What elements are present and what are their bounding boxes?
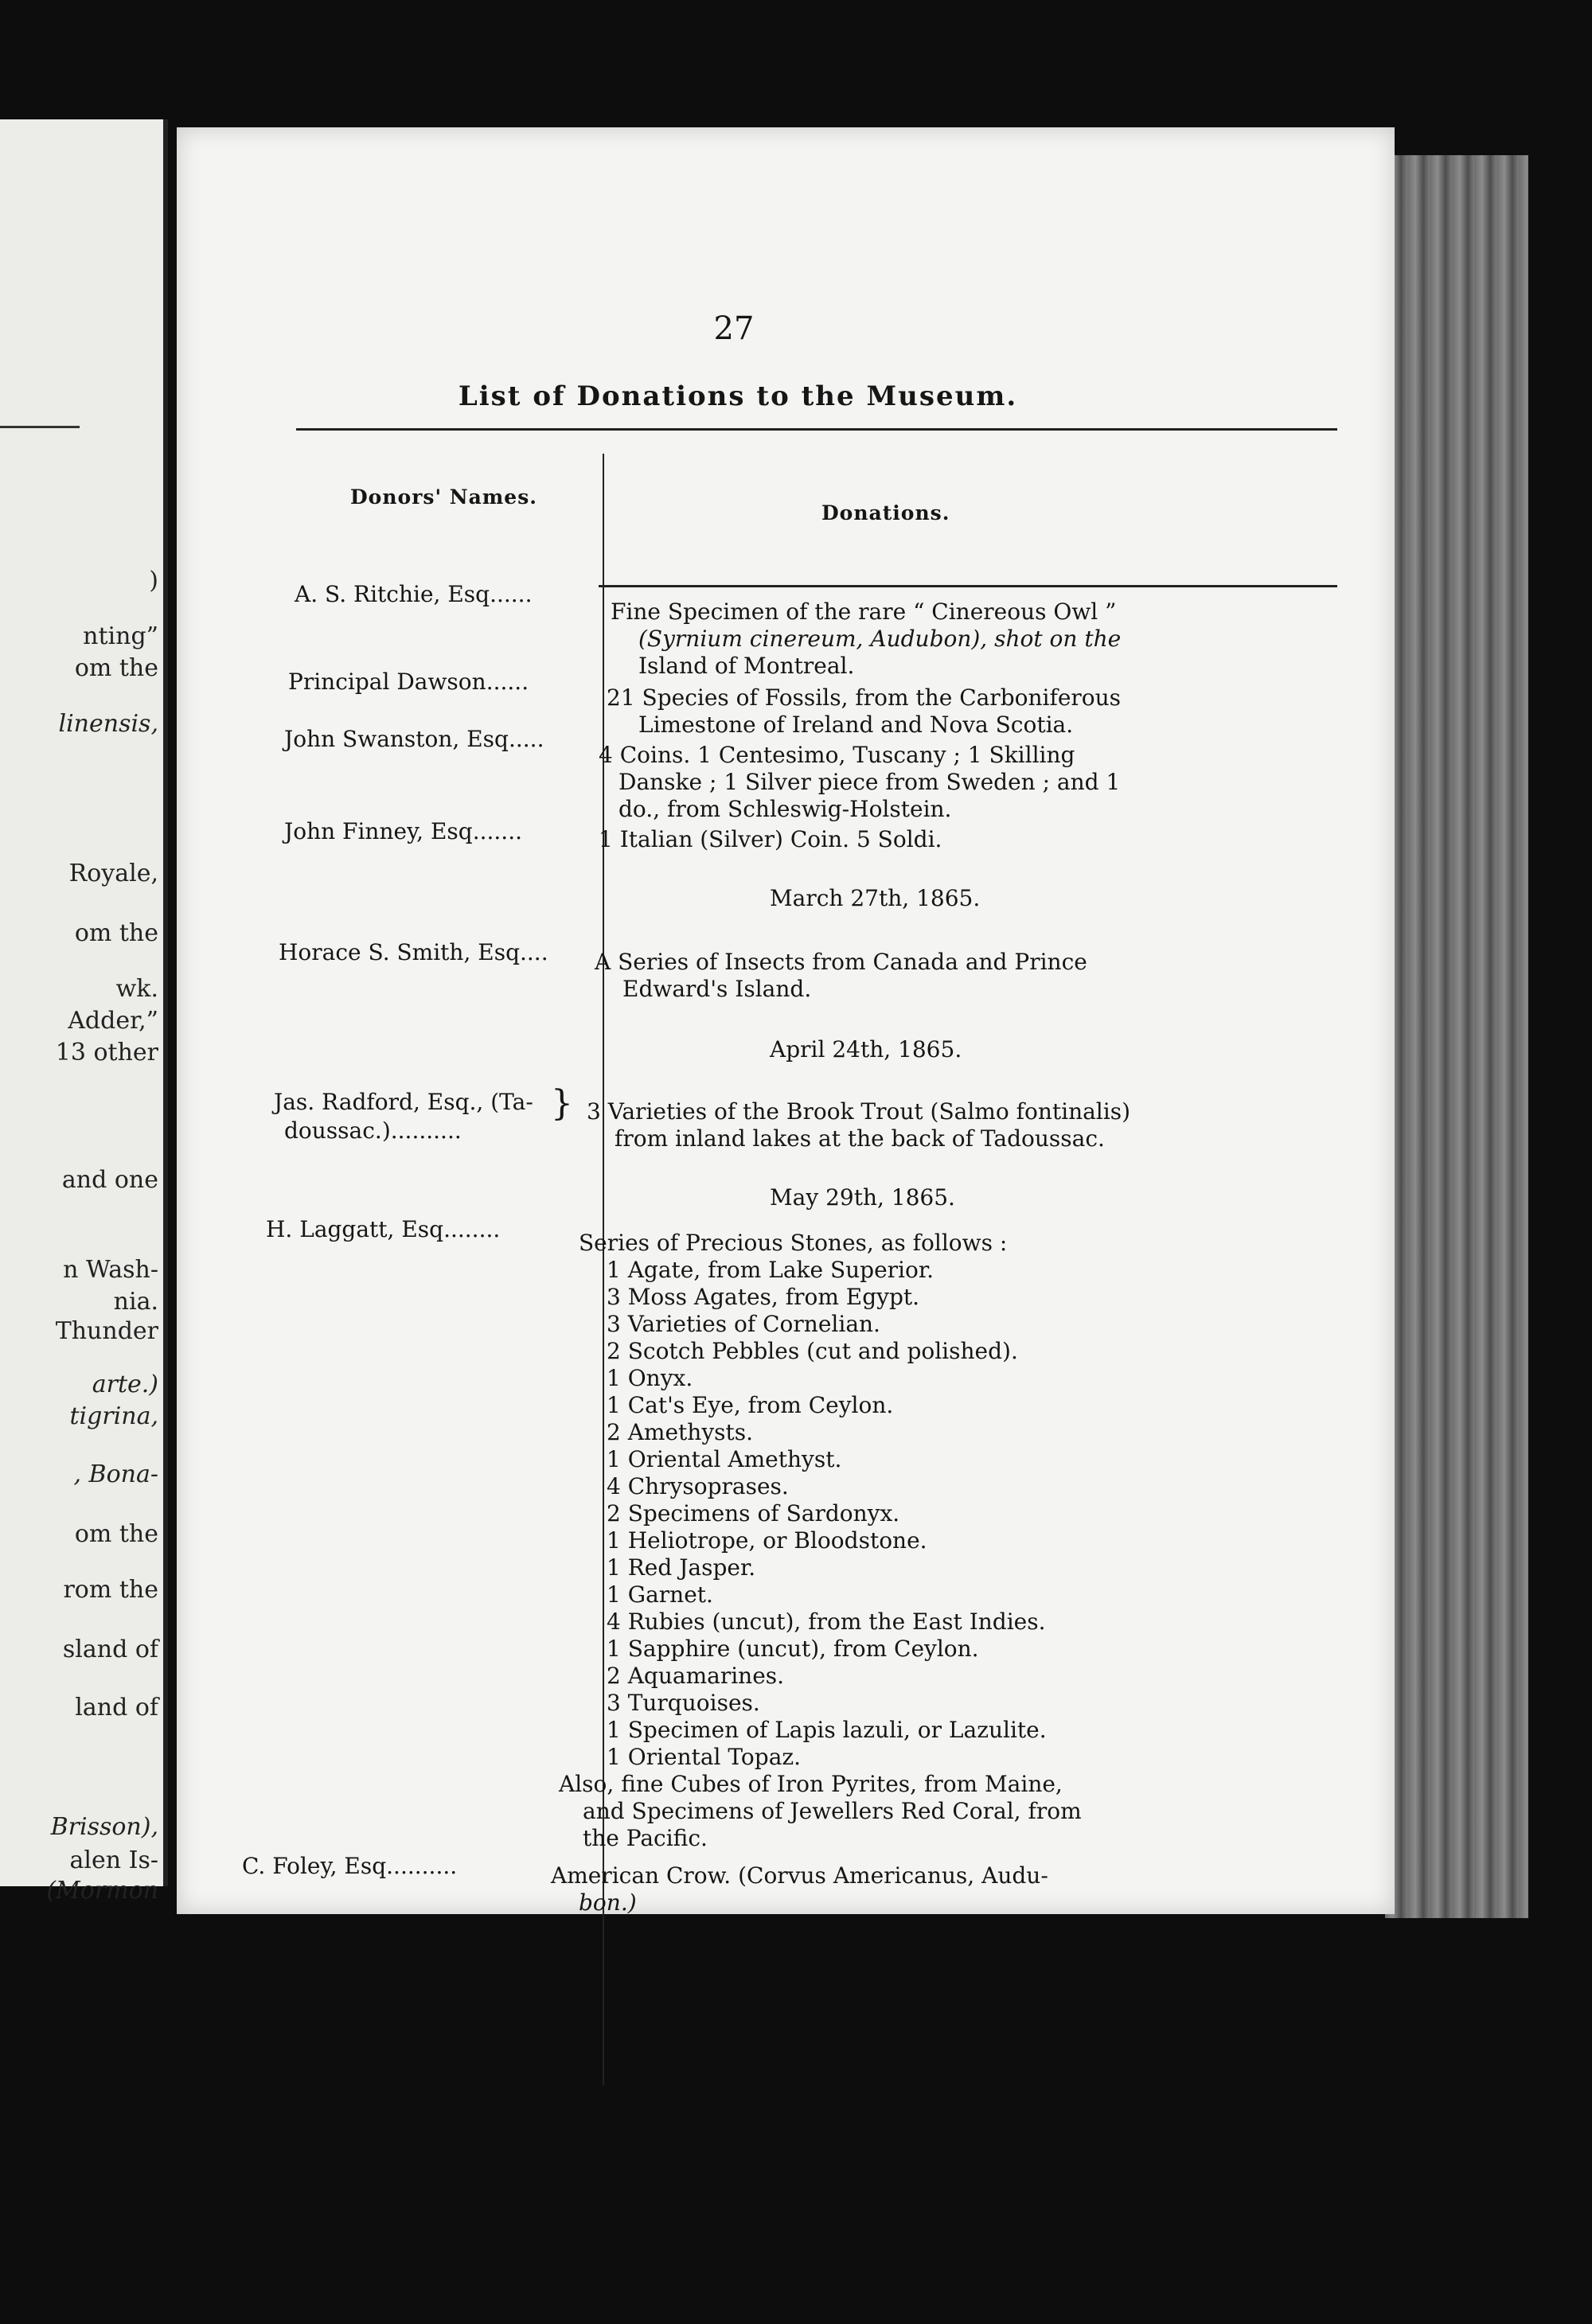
left-fragment: Royale, (68, 860, 158, 887)
donation-line: 1 Red Jasper. (607, 1554, 756, 1581)
left-fragment: Brisson), (50, 1813, 158, 1841)
donation-line: Edward's Island. (622, 976, 812, 1002)
left-fragment: alen Is- (69, 1846, 158, 1874)
left-fragment: om the (74, 654, 158, 682)
donor-name: Horace S. Smith, Esq.... (279, 939, 548, 965)
donation-line: (Syrnium cinereum, Audubon), shot on the (638, 626, 1122, 652)
donation-line: 1 Oriental Amethyst. (607, 1446, 842, 1472)
page-title: List of Donations to the Museum. (458, 380, 1018, 412)
left-fragment: sland of (62, 1636, 158, 1663)
page-edges (1385, 155, 1528, 1918)
left-fragment: ) (149, 567, 158, 595)
donation-line: 2 Scotch Pebbles (cut and polished). (607, 1338, 1018, 1364)
donor-name: C. Foley, Esq.......... (242, 1853, 458, 1879)
donation-line: American Crow. (Corvus Americanus, Audu- (551, 1862, 1048, 1889)
document-page (177, 127, 1395, 1914)
column-header-donors: Donors' Names. (350, 485, 537, 509)
left-fragment: linensis, (58, 710, 158, 738)
donation-line: 1 Cat's Eye, from Ceylon. (607, 1392, 894, 1418)
donation-line: 2 Specimens of Sardonyx. (607, 1500, 900, 1527)
donation-line: 4 Rubies (uncut), from the East Indies. (607, 1608, 1046, 1635)
donation-line: 3 Varieties of the Brook Trout (Salmo fontinalis) (587, 1098, 1130, 1125)
donation-line: Danske ; 1 Silver piece from Sweden ; and 1 (618, 769, 1121, 795)
left-fragment: om the (74, 1520, 158, 1548)
donation-line: 1 Italian (Silver) Coin. 5 Soldi. (599, 826, 942, 852)
left-fragment: tigrina, (69, 1402, 158, 1430)
section-date: March 27th, 1865. (770, 885, 981, 911)
left-fragment: nia. (113, 1288, 158, 1316)
left-fragment: nting” (83, 622, 158, 650)
donation-line: 21 Species of Fossils, from the Carboniferous (607, 684, 1122, 711)
donor-name: H. Laggatt, Esq........ (266, 1216, 501, 1242)
donation-line: the Pacific. (583, 1825, 708, 1851)
donation-line: 3 Moss Agates, from Egypt. (607, 1284, 920, 1310)
brace-mark: } (551, 1083, 573, 1124)
donor-name: doussac.).......... (284, 1117, 462, 1144)
column-header-donations: Donations. (821, 501, 950, 524)
left-fragment: Thunder (55, 1317, 158, 1345)
header-bottom-rule (599, 585, 1337, 587)
donation-line: 3 Turquoises. (607, 1690, 760, 1716)
donation-line: from inland lakes at the back of Tadoussac. (615, 1125, 1105, 1152)
donation-line: 4 Coins. 1 Centesimo, Tuscany ; 1 Skilling (599, 742, 1075, 768)
donation-line: 1 Specimen of Lapis lazuli, or Lazulite. (607, 1717, 1047, 1743)
donation-line: do., from Schleswig-Holstein. (618, 796, 952, 822)
left-fragment: Adder,” (68, 1007, 158, 1035)
donation-line: A Series of Insects from Canada and Prince (595, 949, 1087, 975)
left-fragment: and one (61, 1166, 158, 1194)
donation-line: 1 Oriental Topaz. (607, 1744, 802, 1770)
donation-line: bon.) (579, 1889, 637, 1916)
donation-line: 2 Aquamarines. (607, 1663, 785, 1689)
donation-line: Fine Specimen of the rare “ Cinereous Owl ” (611, 599, 1117, 625)
donation-line: Island of Montreal. (638, 653, 855, 679)
left-fragment: (Mormon (46, 1877, 158, 1905)
donation-line: Series of Precious Stones, as follows : (579, 1230, 1008, 1256)
donation-line: 4 Chrysoprases. (607, 1473, 789, 1499)
left-fragment: rom the (63, 1576, 158, 1604)
donation-line: and Specimens of Jewellers Red Coral, from (583, 1798, 1082, 1824)
donation-line: 3 Varieties of Cornelian. (607, 1311, 880, 1337)
left-fragment: wk. (115, 975, 158, 1003)
page-number: 27 (713, 310, 755, 347)
header-top-rule (296, 428, 1337, 431)
left-fragment: , Bona- (73, 1460, 158, 1488)
donation-line: Also, fine Cubes of Iron Pyrites, from Maine, (559, 1771, 1063, 1797)
donor-name: John Swanston, Esq..... (284, 726, 544, 752)
donation-line: 1 Garnet. (607, 1581, 713, 1608)
section-date: May 29th, 1865. (770, 1184, 955, 1211)
left-fragment: 13 other (55, 1039, 158, 1066)
donor-name: Jas. Radford, Esq., (Ta- (274, 1089, 533, 1115)
left-fragment: n Wash- (63, 1256, 158, 1284)
left-fragment: land of (75, 1694, 158, 1722)
left-facing-page (0, 119, 168, 1905)
donation-line: 1 Sapphire (uncut), from Ceylon. (607, 1636, 979, 1662)
left-fragment: arte.) (92, 1371, 158, 1398)
donor-name: A. S. Ritchie, Esq...... (295, 581, 533, 607)
donation-line: 1 Agate, from Lake Superior. (607, 1257, 935, 1283)
donation-line: Limestone of Ireland and Nova Scotia. (638, 712, 1074, 738)
donation-line: 1 Onyx. (607, 1365, 693, 1391)
section-date: April 24th, 1865. (770, 1036, 962, 1063)
left-fragment: om the (74, 919, 158, 947)
donor-name: Principal Dawson...... (288, 669, 529, 695)
donor-name: John Finney, Esq....... (284, 818, 523, 844)
donation-line: 1 Heliotrope, or Bloodstone. (607, 1527, 927, 1554)
donation-line: 2 Amethysts. (607, 1419, 754, 1445)
left-page-rule (0, 426, 80, 428)
